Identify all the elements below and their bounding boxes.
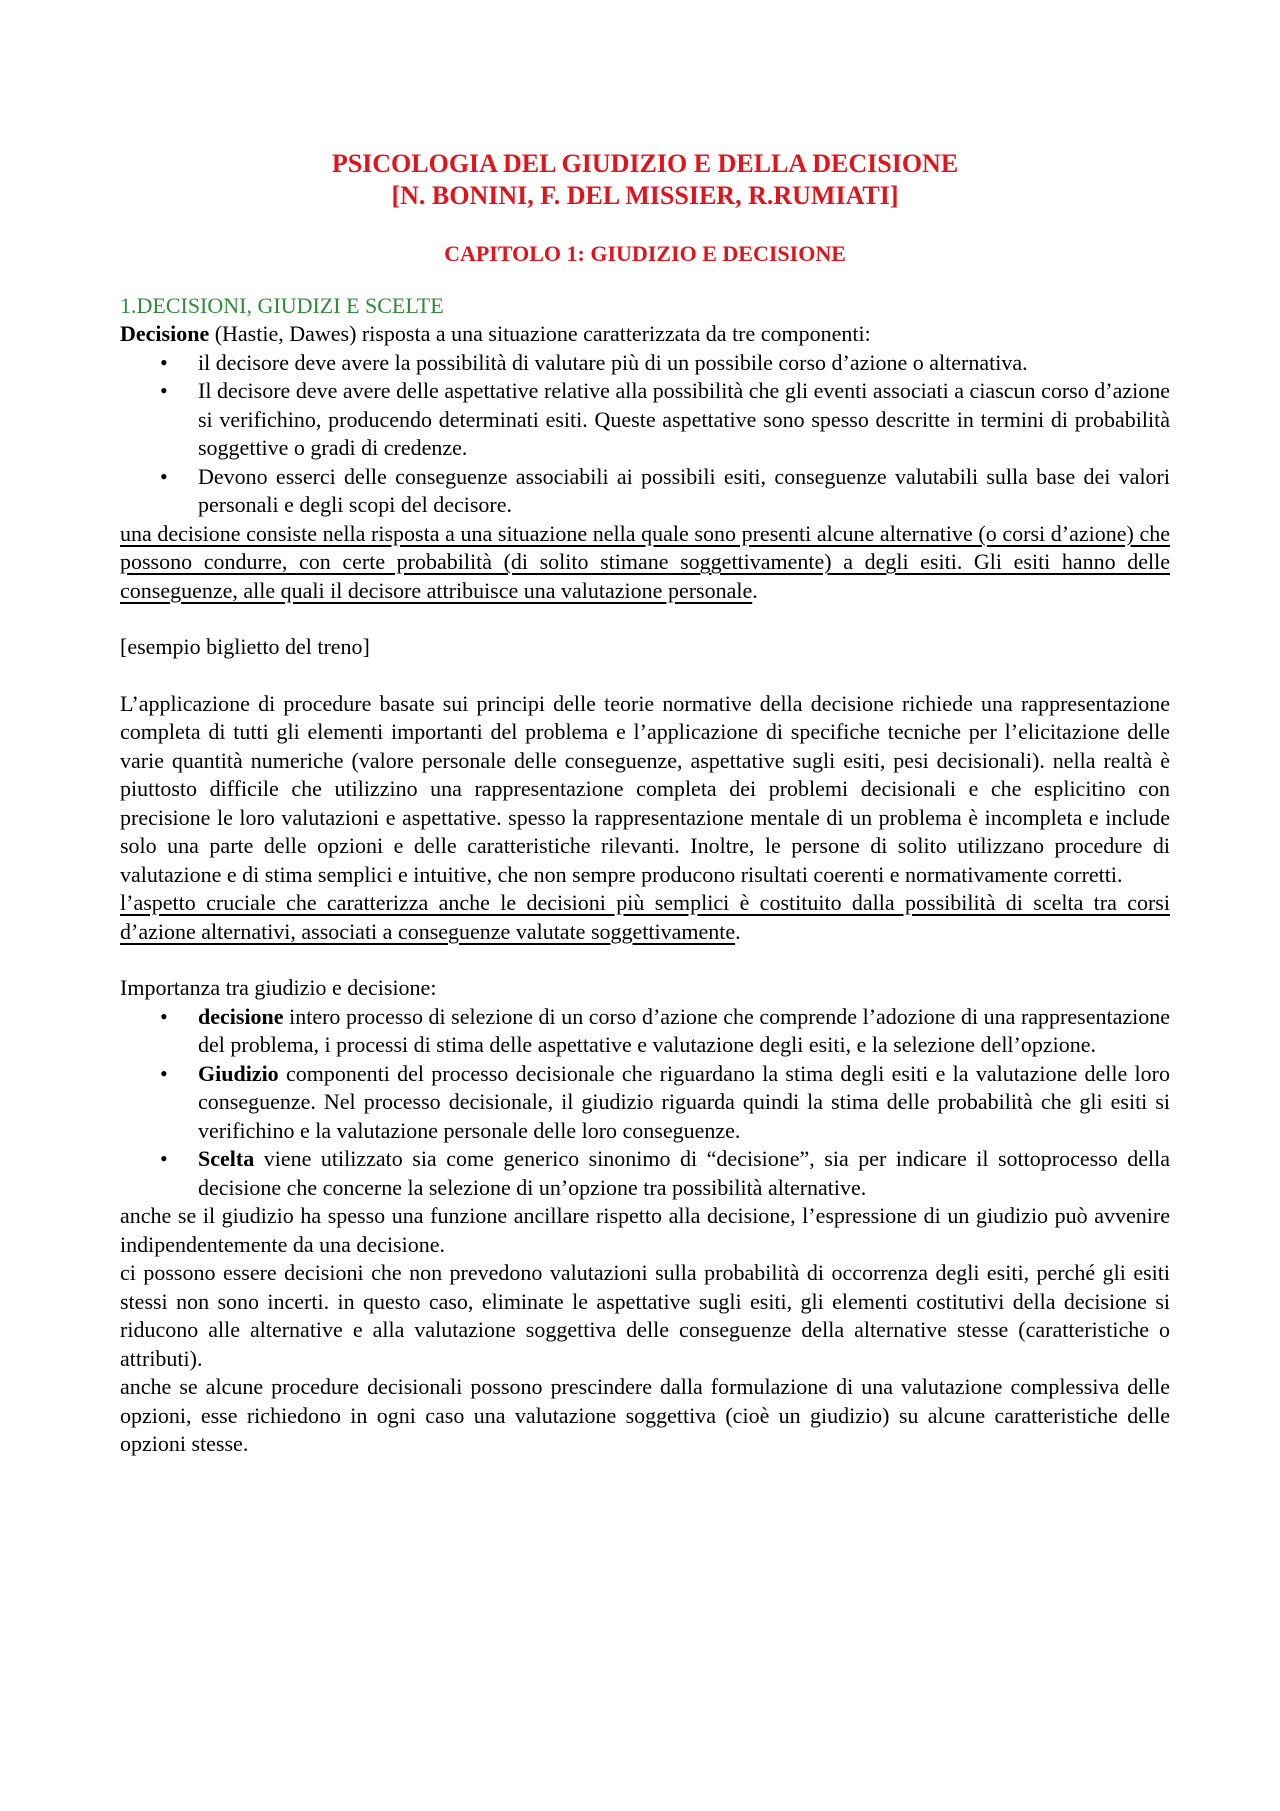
document-title-line2: [N. BONINI, F. DEL MISSIER, R.RUMIATI] (391, 181, 899, 210)
list-item (120, 1060, 1170, 1146)
term-decisione: decisione (198, 1003, 284, 1029)
chapter-heading: CAPITOLO 1: GIUDIZIO E DECISIONE (444, 241, 846, 266)
components-list (120, 349, 1170, 520)
bullet-icon: • (160, 349, 168, 375)
ancillary-paragraph: anche se il giudizio ha spesso una funzione ancillare rispetto alla decisione, l’espressione di un giudizio può avvenire indipendentemente da una decisione. (120, 1203, 1170, 1257)
summary-underlined-text: una decisione consiste nella risposta a una situazione nella quale sono presenti alcune alternative (o corsi d’azione) che possono condurre, con certe probabilità (di solito stimane soggettivamente) a degli esiti. Gli esiti hanno delle conseguenze, alle quali il decisore attribuisce una valutazione personale (120, 520, 1170, 603)
crucial-end: . (735, 918, 741, 944)
summary-paragraph (120, 520, 1170, 606)
normative-paragraph: L’applicazione di procedure basate sui principi delle teorie normative della decisione richiede una rappresentazione completa di tutti gli elementi importanti del problema e l’applicazione di specifiche tecniche per l’elicitazione delle varie quantità numeriche (valore personale delle conseguenze, aspettative sugli esiti, pesi decisionali). nella realtà è piuttosto difficile che utilizzino una rappresentazione completa dei problemi decisionali e che esplicitino con precisione le loro valutazioni e aspettative. spesso la rappresentazione mentale di un problema è incompleta e include solo una parte delle opzioni e delle caratteristiche rilevanti. Inoltre, le persone di solito utilizzano procedure di valutazione e di stima semplici e intuitive, che non sempre producono risultati coerenti e normativamente corretti. (120, 690, 1170, 887)
term-text: intero processo di selezione di un corso d’azione che comprende l’adozione di una rappresentazione del problema, i processi di stima delle aspettative e valutazione degli esiti, e la selezione dell’opzione. (198, 1003, 1170, 1057)
section-heading: 1.DECISIONI, GIUDIZI E SCELTE (120, 293, 444, 318)
bullet-icon: • (160, 1060, 168, 1086)
crucial-underlined-text: l’aspetto cruciale che caratterizza anche le decisioni più semplici è costituito dalla possibilità di scelta tra corsi d’azione alternativi, associati a conseguenze valutate soggettivamente (120, 890, 1170, 944)
spacer (120, 662, 1170, 690)
definition-text: (Hastie, Dawes) risposta a una situazione caratterizzata da tre componenti: (209, 321, 871, 346)
bullet-icon: • (160, 463, 168, 489)
bullet-icon: • (160, 1003, 168, 1029)
list-item (120, 463, 1170, 520)
list-item-text: il decisore deve avere la possibilità di valutare più di un possibile corso d’azione o alternativa. (198, 349, 1028, 375)
importance-list (120, 1003, 1170, 1203)
list-item (120, 1003, 1170, 1060)
term-text: viene utilizzato sia come generico sinonimo di “decisione”, sia per indicare il sottoprocesso della decisione che concerne la selezione di un’opzione tra possibilità alternative. (198, 1146, 1170, 1200)
definition-paragraph (120, 320, 1170, 349)
document-title-line1: PSICOLOGIA DEL GIUDIZIO E DELLA DECISIONE (331, 149, 959, 178)
term-scelta: Scelta (198, 1146, 255, 1171)
document-page (120, 148, 1170, 1459)
spacer (120, 946, 1170, 974)
list-item (120, 377, 1170, 463)
summary-end: . (752, 577, 758, 603)
subjective-paragraph: anche se alcune procedure decisionali possono prescindere dalla formulazione di una valutazione complessiva delle opzioni, esse richiedono in ogni caso una valutazione soggettiva (cioè un giudizio) su alcune caratteristiche delle opzioni stesse. (120, 1374, 1170, 1456)
crucial-paragraph (120, 889, 1170, 946)
term-text: componenti del processo decisionale che riguardano la stima degli esiti e la valutazione delle loro conseguenze. Nel processo decisionale, il giudizio riguarda quindi la stima delle probabilità che gli esiti si verifichino e la valutazione personale delle loro conseguenze. (198, 1060, 1170, 1143)
bullet-icon: • (160, 1146, 168, 1171)
list-item-text: Il decisore deve avere delle aspettative relative alla possibilità che gli eventi associati a ciascun corso d’azione si verifichino, producendo determinati esiti. Queste aspettative sono spesso descritte in termini di probabilità soggettive o gradi di credenze. (198, 378, 1170, 460)
bullet-icon: • (160, 378, 168, 403)
term-giudizio: Giudizio (198, 1060, 279, 1086)
list-item (120, 349, 1170, 378)
list-item (120, 1145, 1170, 1202)
uncertainty-paragraph: ci possono essere decisioni che non prevedono valutazioni sulla probabilità di occorrenza degli esiti, perché gli esiti stessi non sono incerti. in questo caso, eliminate le aspettative sugli esiti, gli elementi costitutivi della decisione si riducono alle alternative e alla valutazione soggettiva delle conseguenze della alternative stesse (caratteristiche o attributi). (120, 1260, 1170, 1371)
importance-intro: Importanza tra giudizio e decisione: (120, 975, 437, 1000)
list-item-text: Devono esserci delle conseguenze associabili ai possibili esiti, conseguenze valutabili sulla base dei valori personali e degli scopi del decisore. (198, 463, 1170, 517)
spacer (120, 605, 1170, 633)
example-note: [esempio biglietto del treno] (120, 634, 370, 659)
definition-term: Decisione (120, 321, 210, 346)
